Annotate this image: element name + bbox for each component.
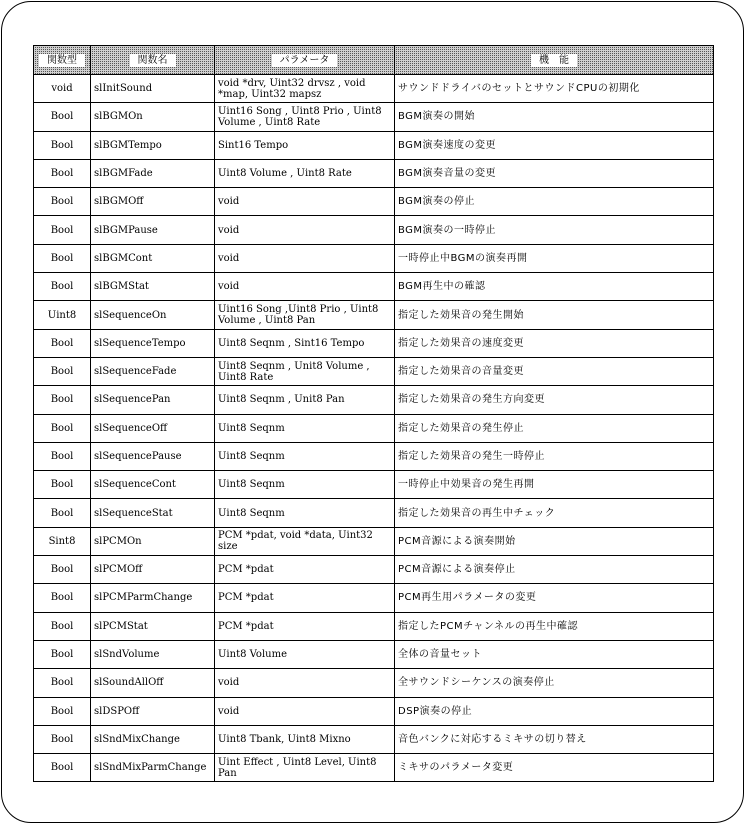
cell-function-name: slSequenceOff bbox=[91, 414, 215, 442]
cell-function-name: slSequenceFade bbox=[91, 357, 215, 385]
cell-parameters: void *drv, Uint32 drvsz , void *map, Uint32 mapsz bbox=[215, 75, 395, 103]
cell-parameters: void bbox=[215, 273, 395, 301]
cell-description: BGM演奏速度の変更 bbox=[395, 131, 714, 159]
cell-description: 指定した効果音の発生一時停止 bbox=[395, 442, 714, 470]
cell-description: 全体の音量セット bbox=[395, 640, 714, 668]
cell-description: 指定した効果音の音量変更 bbox=[395, 357, 714, 385]
cell-return-type: void bbox=[34, 75, 91, 103]
header-function-name bbox=[91, 46, 215, 75]
cell-function-name: slPCMStat bbox=[91, 612, 215, 640]
cell-description: BGM演奏の開始 bbox=[395, 103, 714, 131]
cell-description: BGM演奏音量の変更 bbox=[395, 159, 714, 187]
table-row bbox=[34, 499, 714, 527]
cell-parameters: PCM *pdat bbox=[215, 612, 395, 640]
cell-parameters: PCM *pdat bbox=[215, 584, 395, 612]
cell-function-name: slSequenceTempo bbox=[91, 329, 215, 357]
cell-return-type: Bool bbox=[34, 357, 91, 385]
cell-parameters: Uint8 Seqnm , Unit8 Pan bbox=[215, 386, 395, 414]
cell-function-name: slSequenceStat bbox=[91, 499, 215, 527]
cell-return-type: Bool bbox=[34, 584, 91, 612]
table-row bbox=[34, 669, 714, 697]
cell-return-type: Sint8 bbox=[34, 527, 91, 555]
table-row bbox=[34, 584, 714, 612]
cell-description: 指定した効果音の発生開始 bbox=[395, 301, 714, 329]
cell-return-type: Bool bbox=[34, 556, 91, 584]
cell-return-type: Bool bbox=[34, 329, 91, 357]
table-row bbox=[34, 612, 714, 640]
cell-parameters: Uint8 Seqnm , Sint16 Tempo bbox=[215, 329, 395, 357]
cell-description: 指定した効果音の発生停止 bbox=[395, 414, 714, 442]
cell-return-type: Bool bbox=[34, 612, 91, 640]
cell-return-type: Bool bbox=[34, 159, 91, 187]
table-row bbox=[34, 188, 714, 216]
header-parameters bbox=[215, 46, 395, 75]
table-row bbox=[34, 414, 714, 442]
cell-description: DSP演奏の停止 bbox=[395, 697, 714, 725]
cell-parameters: PCM *pdat, void *data, Uint32 size bbox=[215, 527, 395, 555]
cell-return-type: Bool bbox=[34, 697, 91, 725]
cell-parameters: void bbox=[215, 188, 395, 216]
cell-function-name: slPCMOff bbox=[91, 556, 215, 584]
cell-function-name: slBGMOn bbox=[91, 103, 215, 131]
function-table bbox=[33, 45, 714, 782]
table-row bbox=[34, 131, 714, 159]
cell-parameters: void bbox=[215, 216, 395, 244]
cell-return-type: Bool bbox=[34, 103, 91, 131]
cell-function-name: slBGMStat bbox=[91, 273, 215, 301]
cell-function-name: slDSPOff bbox=[91, 697, 215, 725]
table-row bbox=[34, 725, 714, 753]
table-row bbox=[34, 471, 714, 499]
table-row bbox=[34, 159, 714, 187]
cell-description: BGM演奏の停止 bbox=[395, 188, 714, 216]
cell-parameters: Uint16 Song , Uint8 Prio , Uint8 Volume , Uint8 Rate bbox=[215, 103, 395, 131]
table-row bbox=[34, 386, 714, 414]
cell-description: BGM演奏の一時停止 bbox=[395, 216, 714, 244]
cell-return-type: Bool bbox=[34, 414, 91, 442]
cell-function-name: slSequencePan bbox=[91, 386, 215, 414]
cell-parameters: void bbox=[215, 244, 395, 272]
cell-description: ミキサのパラメータ変更 bbox=[395, 754, 714, 782]
table-row bbox=[34, 301, 714, 329]
cell-parameters: Uint16 Song ,Uint8 Prio , Uint8 Volume , Uint8 Pan bbox=[215, 301, 395, 329]
cell-description: 指定した効果音の速度変更 bbox=[395, 329, 714, 357]
cell-return-type: Bool bbox=[34, 754, 91, 782]
cell-parameters: Sint16 Tempo bbox=[215, 131, 395, 159]
cell-description: サウンドドライバのセットとサウンドCPUの初期化 bbox=[395, 75, 714, 103]
table-row bbox=[34, 329, 714, 357]
cell-description: 指定した効果音の再生中チェック bbox=[395, 499, 714, 527]
cell-parameters: Uint8 Tbank, Uint8 Mixno bbox=[215, 725, 395, 753]
cell-return-type: Bool bbox=[34, 216, 91, 244]
cell-parameters: Uint8 Volume , Uint8 Rate bbox=[215, 159, 395, 187]
table-row bbox=[34, 273, 714, 301]
table-row bbox=[34, 216, 714, 244]
cell-function-name: slSndMixChange bbox=[91, 725, 215, 753]
cell-return-type: Bool bbox=[34, 669, 91, 697]
table-row bbox=[34, 754, 714, 782]
cell-function-name: slInitSound bbox=[91, 75, 215, 103]
cell-parameters: Uint8 Seqnm bbox=[215, 499, 395, 527]
cell-description: PCM音源による演奏開始 bbox=[395, 527, 714, 555]
cell-parameters: Uint8 Seqnm , Unit8 Volume , Uint8 Rate bbox=[215, 357, 395, 385]
cell-function-name: slBGMFade bbox=[91, 159, 215, 187]
table-body bbox=[34, 75, 714, 782]
cell-description: 一時停止中効果音の発生再開 bbox=[395, 471, 714, 499]
cell-return-type: Bool bbox=[34, 188, 91, 216]
header-label: 関数型 bbox=[39, 54, 85, 67]
cell-parameters: Uint Effect , Uint8 Level, Uint8 Pan bbox=[215, 754, 395, 782]
table-row bbox=[34, 357, 714, 385]
cell-return-type: Uint8 bbox=[34, 301, 91, 329]
cell-parameters: Uint8 Seqnm bbox=[215, 471, 395, 499]
cell-parameters: Uint8 Seqnm bbox=[215, 442, 395, 470]
cell-description: PCM音源による演奏停止 bbox=[395, 556, 714, 584]
cell-description: 指定したPCMチャンネルの再生中確認 bbox=[395, 612, 714, 640]
cell-return-type: Bool bbox=[34, 244, 91, 272]
header-label: 機 能 bbox=[531, 54, 577, 67]
table-row bbox=[34, 527, 714, 555]
cell-description: 指定した効果音の発生方向変更 bbox=[395, 386, 714, 414]
cell-description: 全サウンドシーケンスの演奏停止 bbox=[395, 669, 714, 697]
cell-function-name: slBGMOff bbox=[91, 188, 215, 216]
cell-description: PCM再生用パラメータの変更 bbox=[395, 584, 714, 612]
cell-parameters: void bbox=[215, 697, 395, 725]
cell-function-name: slBGMPause bbox=[91, 216, 215, 244]
header-row bbox=[34, 46, 714, 75]
cell-function-name: slPCMParmChange bbox=[91, 584, 215, 612]
header-label: パラメータ bbox=[272, 54, 338, 67]
cell-function-name: slPCMOn bbox=[91, 527, 215, 555]
table-row bbox=[34, 640, 714, 668]
cell-parameters: Uint8 Seqnm bbox=[215, 414, 395, 442]
cell-function-name: slSequenceCont bbox=[91, 471, 215, 499]
table-row bbox=[34, 103, 714, 131]
cell-return-type: Bool bbox=[34, 131, 91, 159]
cell-function-name: slSoundAllOff bbox=[91, 669, 215, 697]
cell-return-type: Bool bbox=[34, 499, 91, 527]
cell-return-type: Bool bbox=[34, 442, 91, 470]
header-label: 関数名 bbox=[130, 54, 176, 67]
cell-description: 音色バンクに対応するミキサの切り替え bbox=[395, 725, 714, 753]
cell-function-name: slSequencePause bbox=[91, 442, 215, 470]
cell-return-type: Bool bbox=[34, 640, 91, 668]
header-return-type bbox=[34, 46, 91, 75]
cell-return-type: Bool bbox=[34, 273, 91, 301]
cell-parameters: void bbox=[215, 669, 395, 697]
cell-function-name: slBGMTempo bbox=[91, 131, 215, 159]
cell-function-name: slSndMixParmChange bbox=[91, 754, 215, 782]
cell-function-name: slSndVolume bbox=[91, 640, 215, 668]
cell-return-type: Bool bbox=[34, 386, 91, 414]
cell-parameters: PCM *pdat bbox=[215, 556, 395, 584]
cell-function-name: slSequenceOn bbox=[91, 301, 215, 329]
table-row bbox=[34, 75, 714, 103]
table-row bbox=[34, 442, 714, 470]
cell-description: 一時停止中BGMの演奏再開 bbox=[395, 244, 714, 272]
header-function bbox=[395, 46, 714, 75]
cell-return-type: Bool bbox=[34, 725, 91, 753]
table-row bbox=[34, 697, 714, 725]
cell-return-type: Bool bbox=[34, 471, 91, 499]
table-row bbox=[34, 244, 714, 272]
cell-parameters: Uint8 Volume bbox=[215, 640, 395, 668]
cell-description: BGM再生中の確認 bbox=[395, 273, 714, 301]
cell-function-name: slBGMCont bbox=[91, 244, 215, 272]
table-row bbox=[34, 556, 714, 584]
